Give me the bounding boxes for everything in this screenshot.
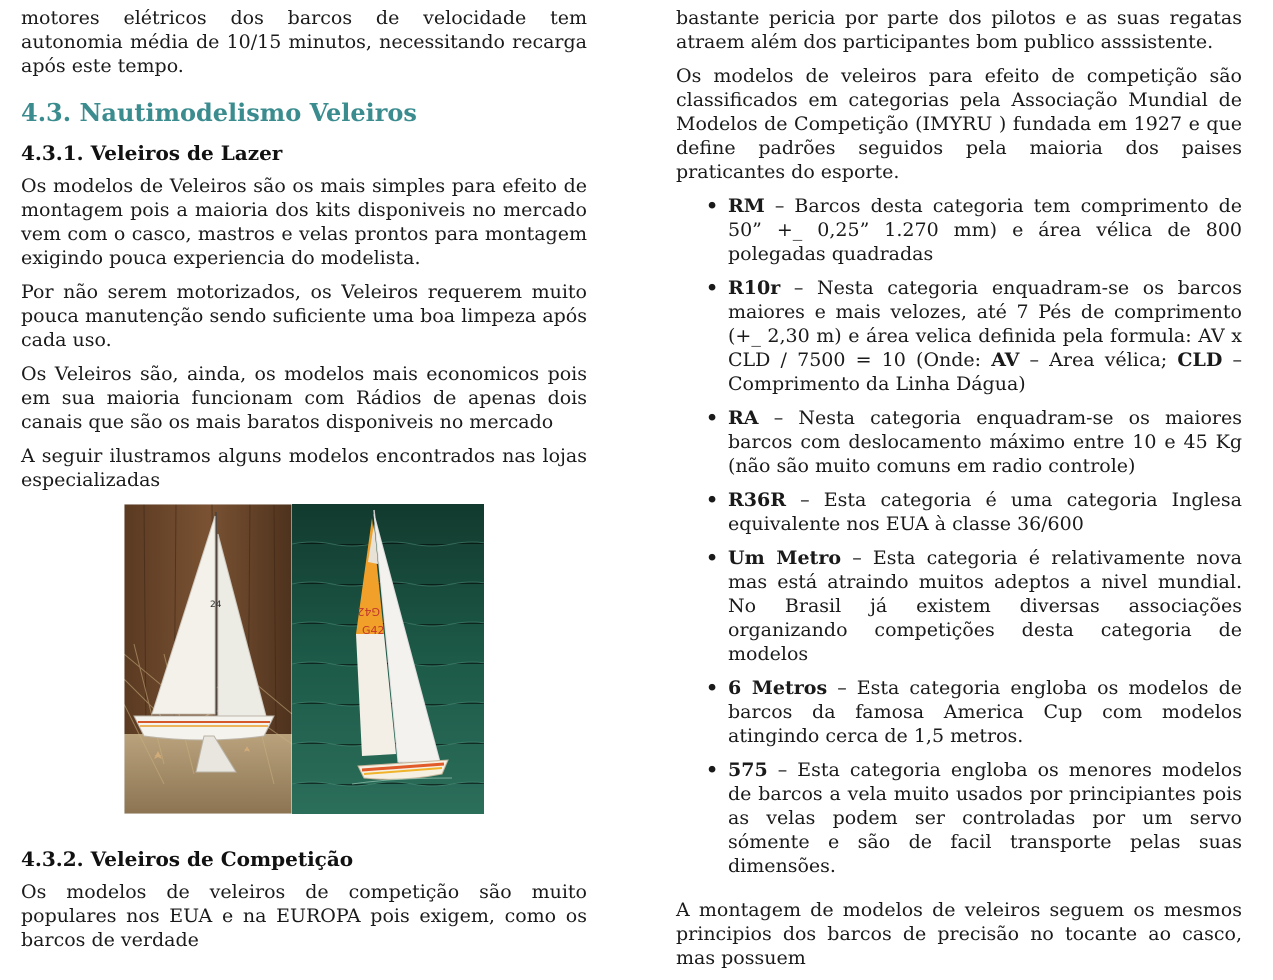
paragraph-lazer-4: A seguir ilustramos alguns modelos encontrados nas lojas especializadas [21, 445, 587, 491]
bullet-icon: • [706, 547, 719, 569]
list-item-r36r [676, 488, 1242, 536]
bullet-icon: • [706, 489, 719, 511]
category-text: – Esta categoria é relativamente nova mas está atraindo muitos adeptos a nivel mundial. No Brasil já existem diversas associações organizando competições desta categoria de modelos [728, 547, 1242, 665]
category-text: – Esta categoria é uma categoria Inglesa equivalente nos EUA à classe 36/600 [728, 489, 1242, 535]
list-item-575 [676, 758, 1242, 878]
closing-text: A montagem de modelos de veleiros seguem os mesmos principios dos barcos de precisão no tocante ao casco, mas possuem [676, 899, 1242, 969]
paragraph-competicao: Os modelos de veleiros de competição são muito populares nos EUA e na EUROPA pois exigem, como os barcos de verdade [21, 881, 587, 951]
bullet-icon: • [706, 677, 719, 699]
category-term: Um Metro [728, 547, 842, 569]
right-intro-text: bastante pericia por parte dos pilotos e as suas regatas atraem além dos participantes bom publico asssistente. [676, 7, 1242, 53]
sailboat-figure [124, 504, 484, 814]
bullet-icon: • [706, 195, 719, 217]
left-intro-text: motores elétricos dos barcos de velocidade tem autonomia média de 10/15 minutos, necessitando recarga após este tempo. [21, 7, 587, 77]
category-text: – Esta categoria engloba os menores modelos de barcos a vela muito usados por principiantes pois as velas podem ser controladas por um servo sómente e são de facil transporte pelas suas dimensões. [728, 759, 1242, 877]
list-item-um-metro [676, 546, 1242, 666]
list-item-ra [676, 406, 1242, 478]
category-term: RM [728, 195, 765, 217]
paragraph-imyru: Os modelos de veleiros para efeito de competição são classificados em categorias pela Associação Mundial de Modelos de Competição (IMYRU ) fundada em 1927 e que define padrões seguidos pela maioria dos paises praticantes do esporte. [676, 65, 1242, 183]
sail-number-g42-top: G42 [357, 605, 380, 618]
category-text: – Esta categoria engloba os modelos de barcos da famosa America Cup com modelos atingindo cerca de 1,5 metros. [728, 677, 1242, 747]
category-term: 575 [728, 759, 768, 781]
subsection-title-lazer: 4.3.1. Veleiros de Lazer [21, 141, 283, 165]
list-item-r10r [676, 276, 1242, 396]
sail-number-24: 24 [210, 600, 222, 610]
category-list [676, 194, 1242, 878]
category-bold-av: AV [991, 349, 1020, 371]
category-text-2: – Area vélica; [1019, 349, 1178, 371]
section-title: 4.3. Nautimodelismo Veleiros [21, 98, 417, 127]
list-item-6-metros [676, 676, 1242, 748]
category-term: RA [728, 407, 759, 429]
paragraph-lazer-2: Por não serem motorizados, os Veleiros requerem muito pouca manutenção sendo suficiente uma boa limpeza após cada uso. [21, 281, 587, 351]
category-text: – Barcos desta categoria tem comprimento de 50” +_ 0,25” 1.270 mm) e área vélica de 800 polegadas quadradas [728, 195, 1242, 265]
category-bold-cld: CLD [1177, 349, 1223, 371]
right-column [676, 6, 1242, 980]
bullet-icon: • [706, 759, 719, 781]
sailboat-photo-water [292, 504, 484, 814]
paragraph-lazer-3: Os Veleiros são, ainda, os modelos mais economicos pois em sua maioria funcionam com Rádios de apenas dois canais que são os mais baratos disponiveis no mercado [21, 363, 587, 433]
left-column [21, 6, 587, 962]
subsection-title-competicao: 4.3.2. Veleiros de Competição [21, 847, 354, 871]
category-text: – Nesta categoria enquadram-se os barcos maiores e mais velozes, até 7 Pés de comprimento (+_ 2,30 m) e área velica definida pela formula: AV x CLD / 7500 = 10 (Onde: [728, 277, 1242, 371]
bullet-icon: • [706, 407, 719, 429]
sailboat-photo-stand [124, 504, 292, 814]
list-item-rm [676, 194, 1242, 266]
bullet-icon: • [706, 277, 719, 299]
category-term: 6 Metros [728, 677, 828, 699]
category-text-3: – Comprimento da Linha Dágua) [728, 349, 1242, 395]
category-term: R36R [728, 489, 787, 511]
category-term: R10r [728, 277, 781, 299]
paragraph-lazer-1: Os modelos de Veleiros são os mais simples para efeito de montagem pois a maioria dos kits disponiveis no mercado vem com o casco, mastros e velas prontos para montagem exigindo pouca experiencia do modelista. [21, 175, 587, 269]
category-text: – Nesta categoria enquadram-se os maiores barcos com deslocamento máximo entre 10 e 45 Kg (não são muito comuns em radio controle) [728, 407, 1242, 477]
sail-number-g42-bottom: G42 [362, 624, 385, 637]
